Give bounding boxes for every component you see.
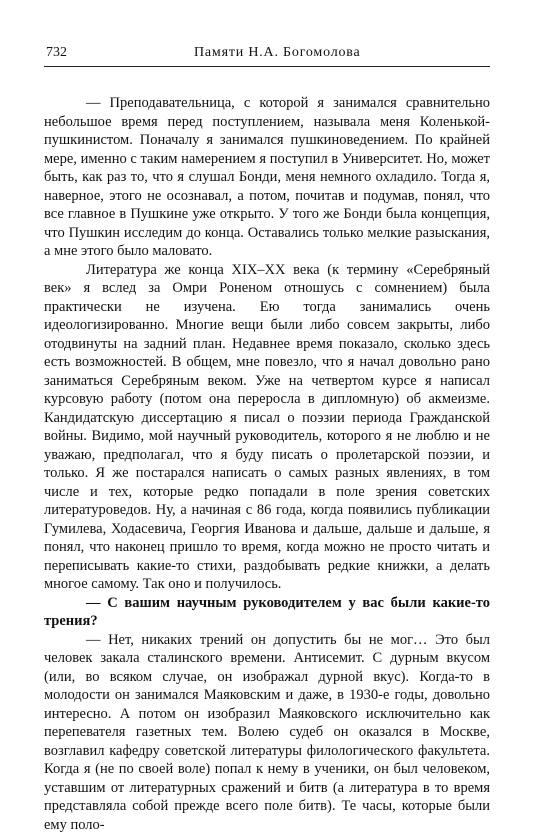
page-number: 732: [46, 44, 67, 62]
header-rule: [44, 66, 490, 67]
interview-question: — С вашим научным руководителем у вас были какие-то трения?: [44, 594, 490, 631]
paragraph: — Преподавательница, с которой я занимался сравнительно небольшое время перед поступлением, называла меня Коленькой-пушкинистом. Поначалу я занимался пушкиноведением. По крайней мере, именно с таким намерением я поступил в Университет. Но, может быть, как раз то, что я слушал Бонди, меня немного охладило. Тогда я, наверное, этого не осознавал, а потом, почитав и подумав, понял, что все главное в Пушкине уже открыто. У того же Бонди была концепция, что Пушкин исследим до конца. Оставались только мелкие разыскания, а мне этого было маловато.: [44, 94, 490, 261]
paragraph: Литература же конца XIX–XX века (к термину «Серебряный век» я вслед за Омри Роненом отношусь с сомнением) была практически не изучена. Ею тогда занимались очень идеологизированно. Многие вещи были либо совсем закрыты, либо отодвинуты на задний план. Недавнее время показало, сколько здесь есть возможностей. В общем, мне повезло, что я начал довольно рано заниматься Серебряным веком. Уже на четвертом курсе я написал курсовую работу (потом она переросла в дипломную) об акмеизме. Кандидатскую диссертацию я писал о поэзии периода Гражданской войны. Видимо, мой научный руководитель, которого я не люблю и не уважаю, предполагал, что я буду писать о пролетарской поэзии, и только. Я же постарался написать о самых разных явлениях, в том числе и тех, которые редко попадали в поле зрения советских литературоведов. Ну, а начиная с 86 года, когда появились публикации Гумилева, Ходасевича, Георгия Иванова и дальше, дальше и дальше, я понял, что наконец пришло то время, когда можно не просто читать и переписывать какие-то стихи, раздобывать редкие книжки, а делать многое самому. Так оно и получилось.: [44, 261, 490, 594]
running-title: Памяти Н.А. Богомолова: [194, 44, 361, 62]
paragraph: — Нет, никаких трений он допустить бы не мог… Это был человек закала сталинского времени. Антисемит. С дурным вкусом (или, во всяком случае, он изображал дурной вкус). Когда-то в молодости он занимался Маяковским и даже, в 1930-е годы, довольно интересно. А потом он изобразил Маяковского исключительно как перепевателя газетных тем. Волею судеб он оказался в Москве, возглавил кафедру советской литературы филологического факультета. Когда я (не по своей воле) попал к нему в ученики, он был человеком, уставшим от литературных сражений и битв (а литература в то время представляла собой прежде всего поле битв). Те часы, которые были ему поло-: [44, 631, 490, 834]
page-body: [44, 94, 490, 834]
